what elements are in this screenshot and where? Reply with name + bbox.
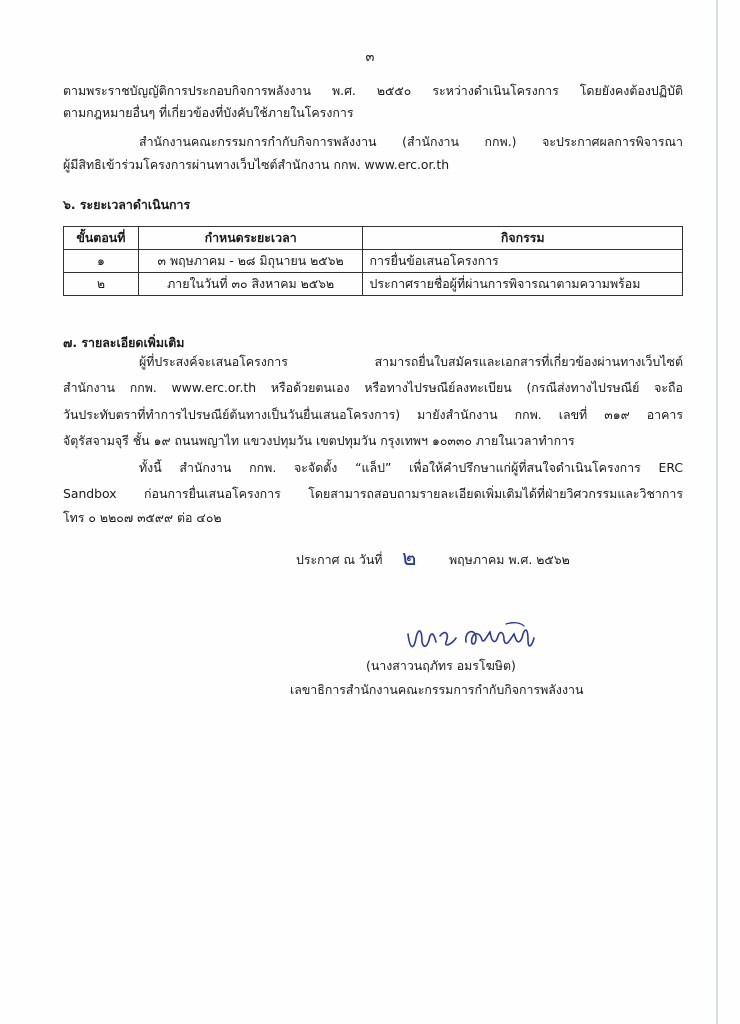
signatory-position: เลขาธิการสำนักงานคณะกรรมการกำกับกิจการพลังงาน [290, 682, 584, 697]
step-cell: ๑ [64, 250, 139, 273]
section-7-heading: ๗. รายละเอียดเพิ่มเติม [63, 335, 185, 350]
column-header: กำหนดระยะเวลา [138, 227, 363, 250]
intro-line-4: ผู้มีสิทธิเข้าร่วมโครงการผ่านทางเว็บไซต์สำนักงาน กกพ. www.erc.or.th [63, 157, 450, 172]
announcement-day: ๒ [402, 546, 417, 571]
announcement-suffix: พฤษภาคม พ.ศ. ๒๕๖๒ [449, 552, 570, 567]
schedule-table [63, 226, 683, 296]
section-7-para1-line4: จัตุรัสจามจุรี ชั้น ๑๙ ถนนพญาไท แขวงปทุมวัน เขตปทุมวัน กรุงเทพฯ ๑๐๓๓๐ ภายในเวลาทำการ [63, 433, 575, 448]
announcement-prefix: ประกาศ ณ วันที่ [296, 552, 383, 567]
section-7-para2-line1: ทั้งนี้ สำนักงาน กกพ. จะจัดตั้ง “แล็ป” เพื่อให้คำปรึกษาแก่ผู้ที่สนใจดำเนินโครงการ ERC [139, 460, 683, 475]
intro-line-2: ตามกฎหมายอื่นๆ ที่เกี่ยวข้องที่บังคับใช้ภายในโครงการ [63, 105, 354, 120]
table-header-row [64, 227, 683, 250]
section-7-para1-line1: ผู้ที่ประสงค์จะเสนอโครงการ สามารถยื่นใบสมัครและเอกสารที่เกี่ยวข้องผ่านทางเว็บไซต์ [139, 354, 683, 369]
section-7-para2-line2: Sandbox ก่อนการยื่นเสนอโครงการ โดยสามารถสอบถามรายละเอียดเพิ่มเติมได้ที่ฝ่ายวิศวกรรมและวิชาการ [63, 486, 683, 501]
intro-line-1: ตามพระราชบัญญัติการประกอบกิจการพลังงาน พ.ศ. ๒๕๕๐ ระหว่างดำเนินโครงการ โดยยังคงต้องปฏิบัติ [63, 83, 683, 98]
table-row [64, 273, 683, 296]
intro-line-3: สำนักงานคณะกรรมการกำกับกิจการพลังงาน (สำนักงาน กกพ.) จะประกาศผลการพิจารณา [139, 134, 683, 149]
section-7-para2-line3: โทร ๐ ๒๒๐๗ ๓๕๙๙ ต่อ ๔๐๒ [63, 510, 222, 525]
activity-cell: ประกาศรายชื่อผู้ที่ผ่านการพิจารณาตามความพร้อม [363, 273, 683, 296]
paper-edge [716, 0, 718, 1024]
period-cell: ๓ พฤษภาคม - ๒๘ มิถุนายน ๒๕๖๒ [138, 250, 363, 273]
section-7-para1-line3: วันประทับตราที่ทำการไปรษณีย์ต้นทางเป็นวันยื่นเสนอโครงการ) มายังสำนักงาน กกพ. เลขที่ ๓๑๙ อาคาร [63, 407, 683, 422]
period-cell: ภายในวันที่ ๓๐ สิงหาคม ๒๕๖๒ [138, 273, 363, 296]
column-header: กิจกรรม [363, 227, 683, 250]
table-row [64, 250, 683, 273]
step-cell: ๒ [64, 273, 139, 296]
signatory-name: (นางสาวนฤภัทร อมรโฆษิต) [366, 658, 516, 673]
handwritten-signature [400, 620, 550, 660]
page-number: ๓ [365, 50, 375, 65]
section-7-para1-line2: สำนักงาน กกพ. www.erc.or.th หรือด้วยตนเอง หรือทางไปรษณีย์ลงทะเบียน (กรณีส่งทางไปรษณีย์ จะถือ [63, 380, 683, 395]
activity-cell: การยื่นข้อเสนอโครงการ [363, 250, 683, 273]
section-6-heading: ๖. ระยะเวลาดำเนินการ [63, 197, 191, 212]
column-header: ขั้นตอนที่ [64, 227, 139, 250]
